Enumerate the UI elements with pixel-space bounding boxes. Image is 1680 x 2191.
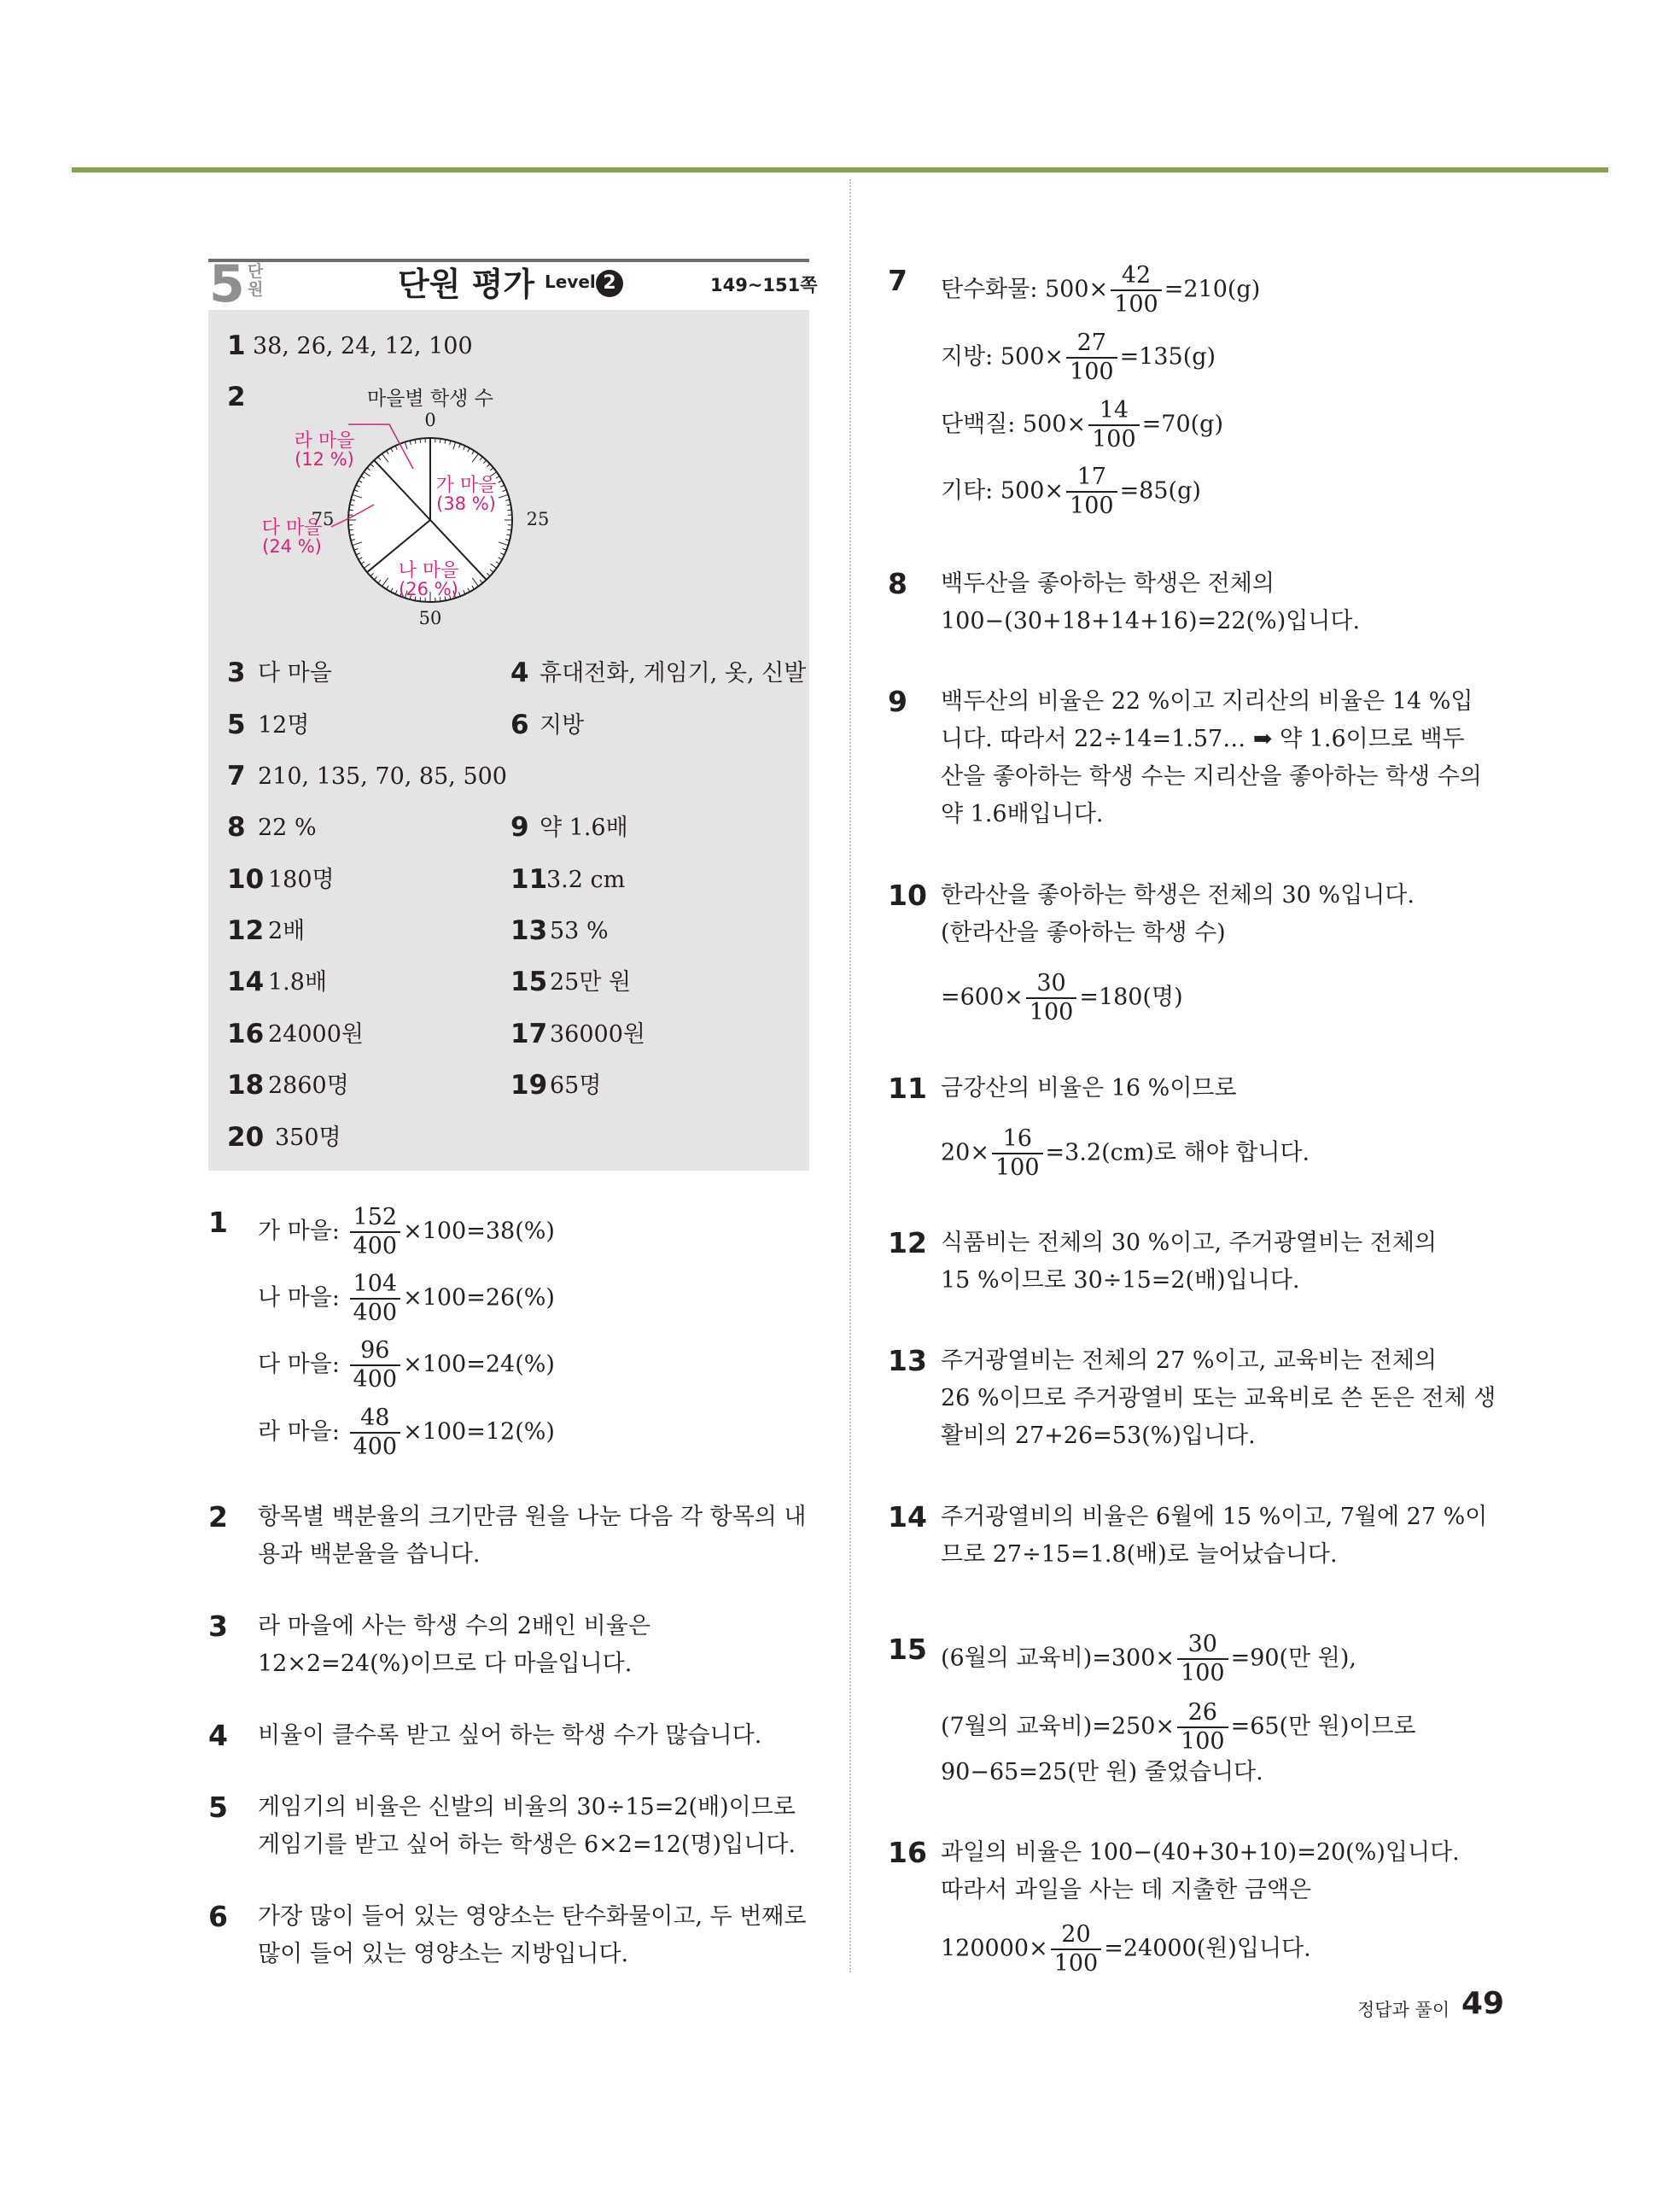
slice-label-na-pct: (26 %) [399,579,458,599]
explanation-line: 산을 좋아하는 학생 수는 지리산을 좋아하는 학생 수의 [941,763,1482,790]
page-range: 149~151쪽 [710,275,818,295]
answer-value: 53 % [550,918,609,944]
explanation-line: 백두산을 좋아하는 학생은 전체의 [941,570,1275,597]
explanation-line: 약 1.6배입니다. [941,801,1104,827]
answer-value: 22 % [258,815,317,841]
answer-value: 350명 [275,1125,341,1151]
slice-label-ra: 라 마을 [294,430,355,452]
explanation-number: 7 [888,264,907,297]
answer-value: 180명 [268,867,335,893]
explanation-number: 15 [888,1633,927,1666]
answer-number: 5 [227,710,246,740]
pie-tick [349,510,353,511]
explanation-number: 3 [208,1610,228,1643]
explanation-line: 20× $\frac{16}{100}$ =3.2(cm)로 해야 합니다. [941,1125,1310,1181]
explanation-number: 13 [888,1344,927,1377]
slice-label-da: 다 마을 [261,517,323,539]
explanation-line: 100−(30+18+14+16)=22(%)입니다. [941,608,1361,634]
answer-value: 약 1.6배 [540,815,628,841]
answer-number: 4 [510,657,529,688]
explanation-line: 라 마을에 사는 학생 수의 2배인 비율은 [258,1613,650,1639]
explanation-line: 게임기를 받고 싶어 하는 학생은 6×2=12(명)입니다. [258,1832,796,1858]
answer-number: 8 [227,812,246,843]
explanation-line: 금강산의 비율은 16 %이므로 [941,1075,1237,1101]
slice-label-da-pct: (24 %) [262,536,322,557]
top-rule [72,167,1608,172]
slice-label-ga: 가 마을 [435,475,497,496]
explanation-line: (6월의 교육비)=300× $\frac{30}{100}$ =90(만 원), [941,1631,1356,1686]
answer-value: 38, 26, 24, 12, 100 [253,333,473,359]
answer-value: 65명 [550,1072,602,1099]
explanation-line: 따라서 과일을 사는 데 지출한 금액은 [941,1877,1312,1903]
answer-number: 14 [227,967,265,997]
explanation-line: 비율이 클수록 받고 싶어 하는 학생 수가 많습니다. [258,1722,762,1749]
answer-number: 17 [510,1019,548,1049]
scale-label: 25 [526,509,550,529]
pie-chart [208,408,809,630]
pie-tick [507,510,511,511]
answer-number: 3 [227,657,246,688]
answer-value: 휴대전화, 게임기, 옷, 신발 [540,660,807,687]
section-title: 단원 평가 [398,266,535,303]
answer-number: 13 [510,915,548,946]
explanation-line: 90−65=25(만 원) 줄었습니다. [941,1759,1263,1785]
pie-tick [507,529,511,530]
explanation-line: 12×2=24(%)이므로 다 마을입니다. [258,1651,633,1677]
explanation-line: 지방: 500× $\frac{27}{100}$ =135(g) [941,330,1216,385]
explanation-number: 6 [208,1900,228,1933]
scale-label: 0 [424,410,436,430]
level-label: Level [545,272,596,292]
explanation-number: 1 [208,1206,228,1239]
explanation-line: 120000× $\frac{20}{100}$ =24000(원)입니다. [941,1921,1311,1977]
explanation-line: 탄수화물: 500× $\frac{42}{100}$ =210(g) [941,262,1261,318]
explanation-line: 과일의 비율은 100−(40+30+10)=20(%)입니다. [941,1839,1460,1866]
explanation-line: 주거광열비의 비율은 6월에 15 %이고, 7월에 27 %이 [941,1504,1488,1530]
answer-number: 2 [227,382,246,412]
scale-label: 50 [418,608,442,628]
slice-label-ga-pct: (38 %) [436,494,496,514]
answer-number: 12 [227,915,265,946]
answer-value: 2배 [268,918,306,944]
chart-title: 마을별 학생 수 [367,388,493,410]
explanation-number: 12 [888,1226,927,1259]
explanation-number: 10 [888,879,927,912]
explanation-line: 항목별 백분율의 크기만큼 원을 나눈 다음 각 항목의 내 [258,1504,807,1530]
explanation-number: 8 [888,567,907,600]
explanation-line: (한라산을 좋아하는 학생 수) [941,920,1226,946]
answer-number: 10 [227,864,265,895]
scale-label: 75 [311,509,335,529]
slice-label-na: 나 마을 [398,560,459,581]
answer-number: 7 [227,761,246,792]
pie-tick [349,529,353,530]
explanation-line: 식품비는 전체의 30 %이고, 주거광열비는 전체의 [941,1230,1437,1256]
explanation-line: 가 마을: $\frac{152}{400}$ ×100=38(%) [258,1204,555,1259]
answer-number: 11 [510,864,548,895]
explanation-line: 백두산의 비율은 22 %이고 지리산의 비율은 14 %입 [941,688,1473,715]
explanation-line: 15 %이므로 30÷15=2(배)입니다. [941,1267,1300,1294]
explanation-line: 활비의 27+26=53(%)입니다. [941,1423,1256,1449]
answer-value: 25만 원 [550,969,632,996]
explanation-line: 주거광열비는 전체의 27 %이고, 교육비는 전체의 [941,1347,1437,1374]
explanation-line: 용과 백분율을 씁니다. [258,1541,481,1568]
explanation-number: 5 [208,1791,228,1824]
answer-number: 6 [510,710,529,740]
pie-tick [420,439,421,443]
explanation-number: 16 [888,1836,927,1869]
explanation-line: =600× $\frac{30}{100}$ =180(명) [941,970,1183,1025]
answer-value: 3.2 cm [546,867,626,893]
unit-word: 단원 [248,262,264,299]
explanation-line: 많이 들어 있는 영양소는 지방입니다. [258,1941,629,1967]
answer-value: 210, 135, 70, 85, 500 [258,763,507,790]
explanation-line: 단백질: 500× $\frac{14}{100}$ =70(g) [941,397,1223,453]
column-divider [849,179,851,1972]
answer-number: 18 [227,1070,265,1101]
unit-number: 5 [209,254,245,314]
answer-value: 24000원 [268,1021,364,1048]
explanation-number: 4 [208,1719,228,1752]
answer-value: 1.8배 [268,969,328,996]
explanation-number: 14 [888,1500,927,1534]
explanation-line: 게임기의 비율은 신발의 비율의 30÷15=2(배)이므로 [258,1794,796,1820]
explanation-line: 한라산을 좋아하는 학생은 전체의 30 %입니다. [941,882,1415,909]
level-number-badge: 2 [596,270,623,297]
answer-number: 15 [510,967,548,997]
explanation-number: 11 [888,1072,927,1105]
footer-label: 정답과 풀이 [1357,2000,1450,2020]
answer-value: 다 마을 [258,660,332,687]
page-number: 49 [1461,1986,1505,2021]
explanation-number: 9 [888,685,907,718]
answer-value: 2860명 [268,1072,349,1099]
answer-number: 16 [227,1019,265,1049]
answer-value: 12명 [258,712,310,739]
explanation-line: 므로 27÷15=1.8(배)로 늘어났습니다. [941,1541,1338,1568]
explanation-number: 2 [208,1500,228,1534]
answer-number: 19 [510,1070,548,1101]
explanation-line: 니다. 따라서 22÷14=1.57… ➡ 약 1.6이므로 백두 [941,726,1465,752]
explanation-line: 나 마을: $\frac{104}{400}$ ×100=26(%) [258,1271,555,1326]
explanation-line: (7월의 교육비)=250× $\frac{26}{100}$ =65(만 원)이므로 [941,1699,1416,1755]
explanation-line: 다 마을: $\frac{96}{400}$ ×100=24(%) [258,1337,555,1393]
explanation-line: 26 %이므로 주거광열비 또는 교육비로 쓴 돈은 전체 생 [941,1385,1496,1411]
answer-value: 36000원 [550,1021,645,1048]
slice-label-ra-pct: (12 %) [295,449,354,470]
explanation-line: 라 마을: $\frac{48}{400}$ ×100=12(%) [258,1405,555,1460]
answer-value: 지방 [540,712,585,739]
answer-number: 1 [227,330,246,361]
explanation-line: 가장 많이 들어 있는 영양소는 탄수화물이고, 두 번째로 [258,1903,807,1930]
answer-number: 20 [227,1122,265,1153]
explanation-line: 기타: 500× $\frac{17}{100}$ =85(g) [941,464,1201,519]
answer-number: 9 [510,812,529,843]
